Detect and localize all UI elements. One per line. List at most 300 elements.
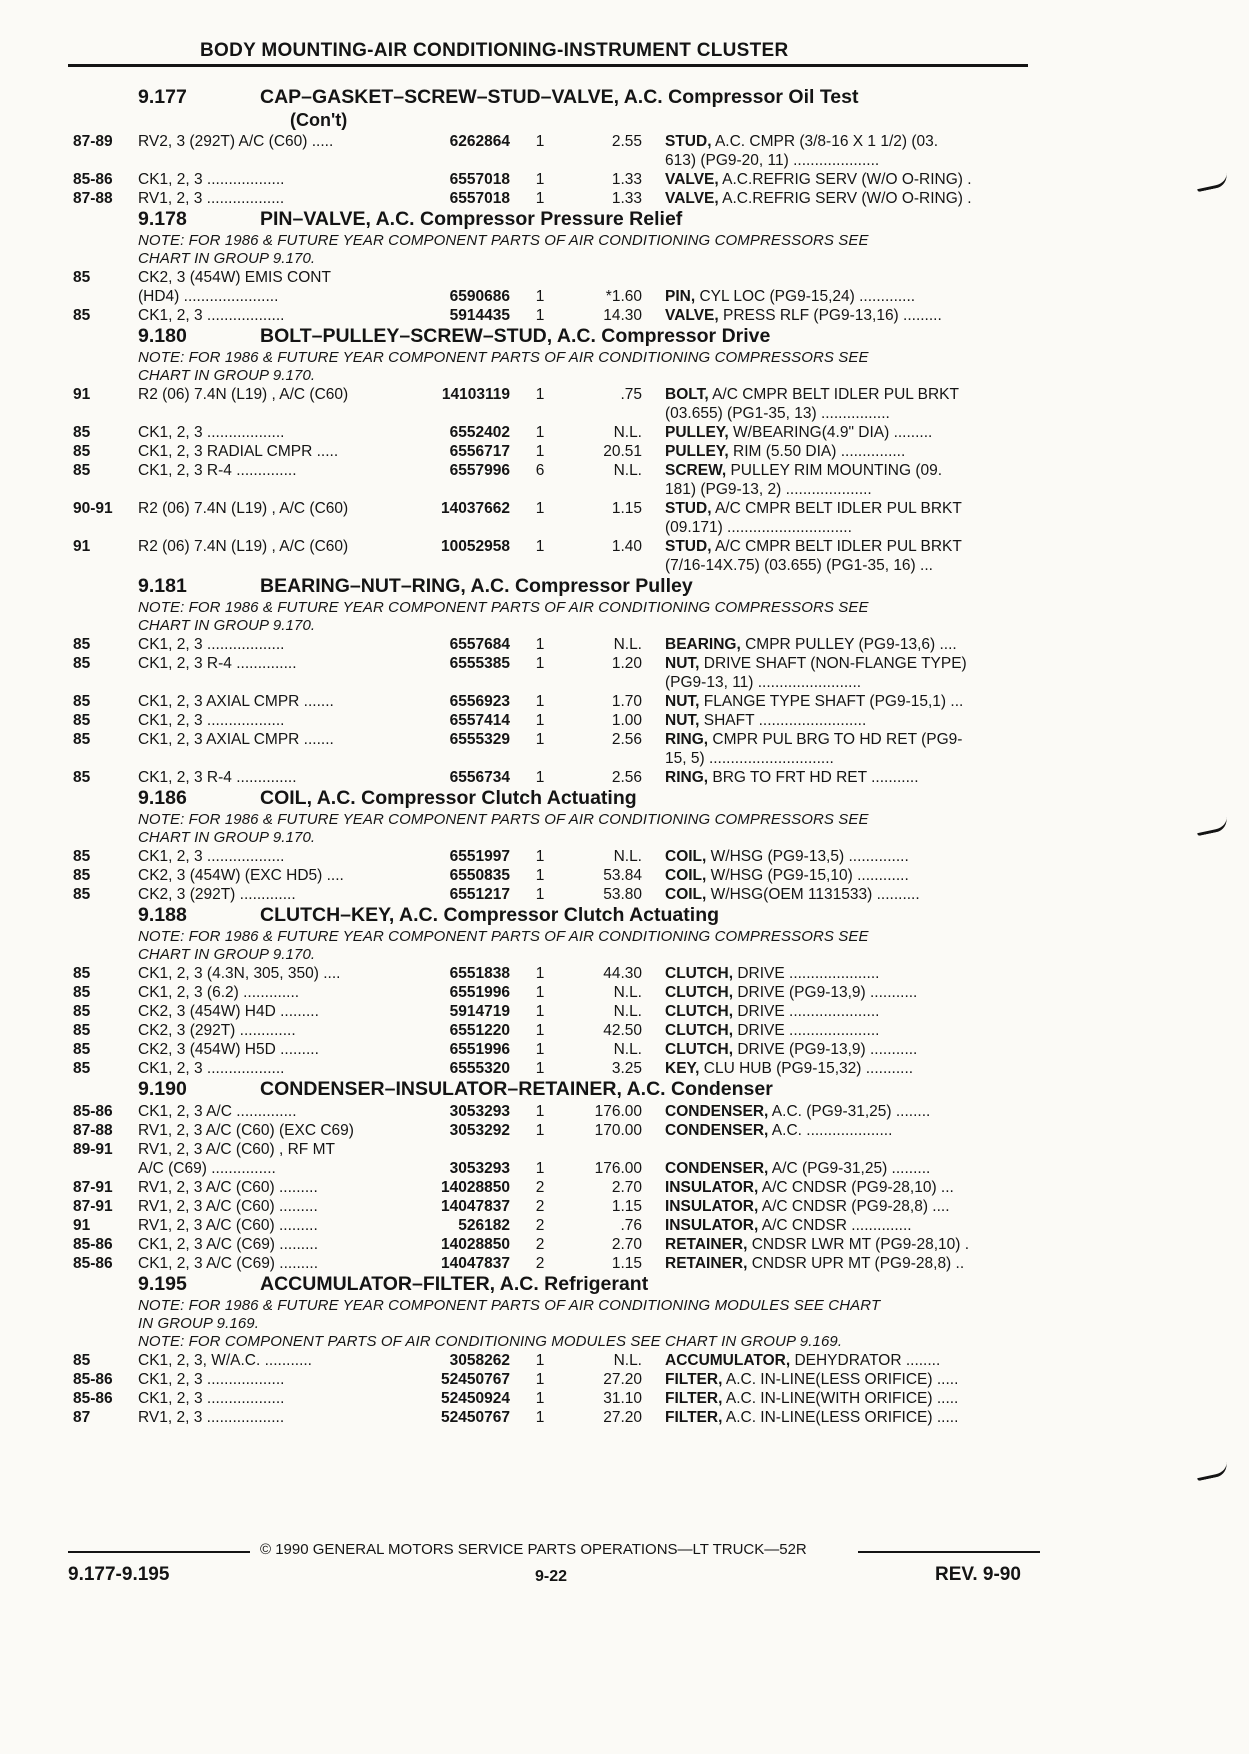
application: R2 (06) 7.4N (L19) , A/C (C60) [138, 386, 349, 403]
table-row [0, 847, 1249, 866]
description [665, 983, 1035, 1002]
section-number: 9.186 [138, 787, 187, 809]
part-number: 6557684 [449, 636, 510, 653]
part-description: A.C. (PG9-31,25) ........ [768, 1103, 931, 1120]
quantity: 1 [535, 424, 545, 441]
application: A/C (C69) ............... [138, 1160, 276, 1177]
description [665, 537, 1035, 575]
description [665, 1254, 1035, 1273]
part-name: VALVE, [665, 171, 719, 188]
description [665, 1059, 1035, 1078]
model-years: 85 [73, 769, 91, 786]
section-title: CAP–GASKET–SCREW–STUD–VALVE, A.C. Compressor Oil Test [260, 86, 859, 108]
table-row [0, 730, 1249, 768]
part-number: 6550835 [449, 867, 510, 884]
model-years: 85 [73, 712, 91, 729]
description [665, 866, 1035, 885]
part-number: 6556734 [449, 769, 510, 786]
table-row [0, 1040, 1249, 1059]
part-description: DRIVE ..................... [733, 1022, 880, 1039]
table-row [0, 768, 1249, 787]
application: RV1, 2, 3 .................. [138, 190, 285, 207]
footer-rule-right [858, 1551, 1040, 1553]
model-years: 87-89 [73, 133, 113, 150]
application: RV1, 2, 3 A/C (C60) ......... [138, 1217, 318, 1234]
part-name: FILTER, [665, 1390, 723, 1407]
description [665, 1021, 1035, 1040]
application: CK2, 3 (454W) H5D ......... [138, 1041, 319, 1058]
price: 1.40 [611, 538, 642, 555]
price: 176.00 [594, 1160, 642, 1177]
quantity: 2 [535, 1198, 545, 1215]
quantity: 1 [535, 965, 545, 982]
part-name: CLUTCH, [665, 1003, 734, 1020]
model-years: 85 [73, 984, 91, 1001]
model-years: 89-91 [73, 1141, 113, 1158]
binder-mark [1195, 1462, 1229, 1481]
description [665, 1102, 1035, 1121]
part-description: A.C.REFRIG SERV (W/O O-RING) . [718, 190, 972, 207]
part-description: DRIVE SHAFT (NON-FLANGE TYPE) (PG9-13, 11) ........................ [665, 655, 967, 691]
description [665, 132, 1035, 170]
section-9-195 [0, 1273, 1249, 1427]
part-name: PULLEY, [665, 424, 729, 441]
parts-table [0, 847, 1249, 904]
section-9-178 [0, 208, 1249, 325]
price: N.L. [613, 848, 642, 865]
quantity: 1 [535, 1103, 545, 1120]
quantity: 1 [535, 1409, 545, 1426]
part-description: CYL LOC (PG9-15,24) ............. [695, 288, 916, 305]
table-row [0, 654, 1249, 692]
description [665, 442, 1035, 461]
section-title: CONDENSER–INSULATOR–RETAINER, A.C. Condenser [260, 1078, 773, 1100]
part-description: A/C CMPR BELT IDLER PUL BRKT (03.655) (PG1-35, 13) ................ [665, 386, 959, 422]
part-name: RETAINER, [665, 1255, 748, 1272]
part-number: 5914719 [449, 1003, 510, 1020]
description [665, 1197, 1035, 1216]
quantity: 1 [535, 693, 545, 710]
application: CK1, 2, 3 .................. [138, 1060, 285, 1077]
application: (HD4) ...................... [138, 288, 279, 305]
part-description: PULLEY RIM MOUNTING (09. 181) (PG9-13, 2) .................... [665, 462, 943, 498]
part-description: A/C (PG9-31,25) ......... [768, 1160, 931, 1177]
part-name: COIL, [665, 886, 707, 903]
section-9-186 [0, 787, 1249, 904]
application: CK2, 3 (454W) (EXC HD5) .... [138, 867, 344, 884]
quantity: 1 [535, 1122, 545, 1139]
table-row [0, 1216, 1249, 1235]
part-number: 3053293 [449, 1103, 510, 1120]
section-note: NOTE: FOR 1986 & FUTURE YEAR COMPONENT PARTS OF AIR CONDITIONING COMPRESSORS SEE CHART IN GROUP 9.170. [138, 928, 869, 963]
model-years: 85-86 [73, 1371, 113, 1388]
part-number: 6557018 [449, 190, 510, 207]
description [665, 423, 1035, 442]
quantity: 1 [535, 1160, 545, 1177]
section-note: NOTE: FOR 1986 & FUTURE YEAR COMPONENT PARTS OF AIR CONDITIONING COMPRESSORS SEE CHART IN GROUP 9.170. [138, 811, 869, 846]
quantity: 1 [535, 848, 545, 865]
price: N.L. [613, 462, 642, 479]
part-name: PULLEY, [665, 443, 729, 460]
parts-table [0, 635, 1249, 787]
model-years: 85 [73, 1041, 91, 1058]
description [665, 1121, 1035, 1140]
section-note: NOTE: FOR 1986 & FUTURE YEAR COMPONENT PARTS OF AIR CONDITIONING COMPRESSORS SEE CHART IN GROUP 9.170. [138, 599, 869, 634]
price: 31.10 [603, 1390, 642, 1407]
part-number: 6551838 [449, 965, 510, 982]
table-row [0, 983, 1249, 1002]
part-number: 526182 [458, 1217, 510, 1234]
part-description: PRESS RLF (PG9-13,16) ......... [718, 307, 942, 324]
section-heading [0, 904, 1249, 928]
application: CK1, 2, 3 R-4 .............. [138, 462, 297, 479]
model-years: 87-88 [73, 190, 113, 207]
table-row [0, 1408, 1249, 1427]
part-description: DRIVE (PG9-13,9) ........... [733, 1041, 918, 1058]
part-description: DEHYDRATOR ........ [790, 1352, 941, 1369]
part-description: DRIVE ..................... [733, 965, 880, 982]
quantity: 1 [535, 538, 545, 555]
model-years: 85 [73, 693, 91, 710]
model-years: 85 [73, 848, 91, 865]
description [665, 847, 1035, 866]
part-name: CONDENSER, [665, 1160, 769, 1177]
section-number: 9.188 [138, 904, 187, 926]
section-title: ACCUMULATOR–FILTER, A.C. Refrigerant [260, 1273, 649, 1295]
section-title: BEARING–NUT–RING, A.C. Compressor Pulley [260, 575, 693, 597]
price: 1.33 [611, 171, 642, 188]
application: CK2, 3 (454W) EMIS CONT [138, 269, 331, 286]
price: 2.70 [611, 1236, 642, 1253]
model-years: 85-86 [73, 1236, 113, 1253]
application: CK1, 2, 3 (6.2) ............. [138, 984, 300, 1001]
part-description: CMPR PUL BRG TO HD RET (PG9- 15, 5) ............................. [665, 731, 963, 767]
model-years: 85 [73, 443, 91, 460]
quantity: 2 [535, 1179, 545, 1196]
quantity: 1 [535, 1390, 545, 1407]
header-rule [68, 64, 1028, 67]
description [665, 1370, 1035, 1389]
part-number: 6551996 [449, 1041, 510, 1058]
part-description: CMPR PULLEY (PG9-13,6) .... [740, 636, 957, 653]
price: 42.50 [603, 1022, 642, 1039]
description [665, 730, 1035, 768]
part-number: 6556923 [449, 693, 510, 710]
page-header [0, 0, 1249, 60]
part-number: 14028850 [441, 1179, 510, 1196]
description [665, 1389, 1035, 1408]
model-years: 85 [73, 1060, 91, 1077]
quantity: 1 [535, 307, 545, 324]
parts-table [0, 1102, 1249, 1273]
table-row [0, 1002, 1249, 1021]
part-description: A/C CMPR BELT IDLER PUL BRKT (7/16-14X.75) (03.655) (PG1-35, 16) ... [665, 538, 962, 574]
application: CK2, 3 (454W) H4D ......... [138, 1003, 319, 1020]
description [665, 1040, 1035, 1059]
application: CK1, 2, 3 (4.3N, 305, 350) .... [138, 965, 341, 982]
part-description: BRG TO FRT HD RET ........... [708, 769, 919, 786]
model-years: 85 [73, 867, 91, 884]
application: CK1, 2, 3 R-4 .............. [138, 769, 297, 786]
section-number: 9.180 [138, 325, 187, 347]
model-years: 85 [73, 307, 91, 324]
application: CK2, 3 (292T) ............. [138, 1022, 296, 1039]
model-years: 85 [73, 1022, 91, 1039]
model-years: 85 [73, 1352, 91, 1369]
catalog-content [0, 86, 1249, 1427]
application: CK1, 2, 3 .................. [138, 171, 285, 188]
application: CK1, 2, 3 .................. [138, 1390, 285, 1407]
model-years: 85-86 [73, 171, 113, 188]
model-years: 85 [73, 269, 91, 286]
quantity: 1 [535, 443, 545, 460]
part-description: DRIVE ..................... [733, 1003, 880, 1020]
application: RV1, 2, 3 A/C (C60) , RF MT [138, 1141, 335, 1158]
part-name: VALVE, [665, 307, 719, 324]
part-name: ACCUMULATOR, [665, 1352, 791, 1369]
section-number: 9.195 [138, 1273, 187, 1295]
quantity: 1 [535, 655, 545, 672]
part-number: 52450767 [441, 1371, 510, 1388]
table-row [0, 885, 1249, 904]
quantity: 1 [535, 133, 545, 150]
part-description: W/HSG (PG9-13,5) .............. [706, 848, 909, 865]
part-description: A.C. IN-LINE(WITH ORIFICE) ..... [722, 1390, 959, 1407]
part-description: A.C. IN-LINE(LESS ORIFICE) ..... [722, 1409, 959, 1426]
price: N.L. [613, 1041, 642, 1058]
price: N.L. [613, 984, 642, 1001]
part-description: A/C CMPR BELT IDLER PUL BRKT (09.171) ............................. [665, 500, 962, 536]
application: CK1, 2, 3 .................. [138, 712, 285, 729]
part-number: 3058262 [449, 1352, 510, 1369]
quantity: 1 [535, 886, 545, 903]
application: CK1, 2, 3 .................. [138, 307, 285, 324]
price: .75 [620, 386, 642, 403]
part-name: INSULATOR, [665, 1179, 759, 1196]
description [665, 885, 1035, 904]
model-years: 85-86 [73, 1103, 113, 1120]
quantity: 2 [535, 1236, 545, 1253]
model-years: 85-86 [73, 1255, 113, 1272]
model-years: 85 [73, 655, 91, 672]
part-name: NUT, [665, 655, 700, 672]
description [665, 499, 1035, 537]
price: 27.20 [603, 1409, 642, 1426]
section-9-181 [0, 575, 1249, 787]
part-name: RING, [665, 731, 709, 748]
part-name: CLUTCH, [665, 1041, 734, 1058]
section-heading [0, 325, 1249, 349]
section-number: 9.177 [138, 86, 187, 108]
part-name: INSULATOR, [665, 1217, 759, 1234]
part-name: COIL, [665, 867, 707, 884]
application: CK1, 2, 3 .................. [138, 636, 285, 653]
part-description: RIM (5.50 DIA) ............... [728, 443, 906, 460]
description [665, 964, 1035, 983]
part-description: CNDSR LWR MT (PG9-28,10) . [747, 1236, 970, 1253]
quantity: 1 [535, 731, 545, 748]
part-description: A.C. CMPR (3/8-16 X 1 1/2) (03. 613) (PG9-20, 11) .................... [665, 133, 939, 169]
description [665, 170, 1035, 189]
table-row [0, 1254, 1249, 1273]
part-name: RETAINER, [665, 1236, 748, 1253]
price: 1.15 [611, 1255, 642, 1272]
price: 2.70 [611, 1179, 642, 1196]
section-9-188 [0, 904, 1249, 1078]
section-heading [0, 787, 1249, 811]
application: CK2, 3 (292T) ............. [138, 886, 296, 903]
part-description: CLU HUB (PG9-15,32) ........... [699, 1060, 914, 1077]
footer-group-range: 9.177-9.195 [68, 1564, 170, 1585]
copyright-line: © 1990 GENERAL MOTORS SERVICE PARTS OPERATIONS—LT TRUCK—52R [260, 1541, 807, 1558]
part-description: W/BEARING(4.9" DIA) ......... [728, 424, 933, 441]
table-row [0, 692, 1249, 711]
section-title: CLUTCH–KEY, A.C. Compressor Clutch Actuating [260, 904, 720, 926]
part-number: 14047837 [441, 1198, 510, 1215]
part-description: SHAFT ......................... [699, 712, 867, 729]
model-years: 85 [73, 462, 91, 479]
model-years: 85 [73, 886, 91, 903]
part-name: STUD, [665, 133, 712, 150]
price: N.L. [613, 1352, 642, 1369]
table-row [0, 1059, 1249, 1078]
parts-table [0, 964, 1249, 1078]
model-years: 85 [73, 424, 91, 441]
description [665, 1235, 1035, 1254]
quantity: 1 [535, 867, 545, 884]
part-name: FILTER, [665, 1409, 723, 1426]
part-number: 10052958 [441, 538, 510, 555]
description [665, 711, 1035, 730]
part-number: 6551997 [449, 848, 510, 865]
model-years: 91 [73, 538, 91, 555]
quantity: 1 [535, 190, 545, 207]
table-row [0, 306, 1249, 325]
quantity: 1 [535, 769, 545, 786]
description [665, 635, 1035, 654]
quantity: 1 [535, 171, 545, 188]
table-row [0, 1021, 1249, 1040]
description [665, 692, 1035, 711]
section-heading [0, 208, 1249, 232]
part-number: 6551217 [449, 886, 510, 903]
table-row [0, 442, 1249, 461]
application: R2 (06) 7.4N (L19) , A/C (C60) [138, 500, 349, 517]
quantity: 1 [535, 636, 545, 653]
model-years: 85 [73, 965, 91, 982]
part-number: 6557996 [449, 462, 510, 479]
table-row [0, 385, 1249, 423]
application: R2 (06) 7.4N (L19) , A/C (C60) [138, 538, 349, 555]
part-name: BOLT, [665, 386, 709, 403]
section-title: BOLT–PULLEY–SCREW–STUD, A.C. Compressor Drive [260, 325, 771, 347]
table-row [0, 1351, 1249, 1370]
application: CK1, 2, 3 AXIAL CMPR ....... [138, 693, 334, 710]
page-title: BODY MOUNTING-AIR CONDITIONING-INSTRUMENT CLUSTER [200, 40, 789, 61]
section-9-190 [0, 1078, 1249, 1273]
model-years: 91 [73, 386, 91, 403]
part-description: A.C.REFRIG SERV (W/O O-RING) . [718, 171, 972, 188]
section-9-180 [0, 325, 1249, 575]
quantity: 1 [535, 288, 545, 305]
table-row [0, 1140, 1249, 1159]
price: 3.25 [611, 1060, 642, 1077]
part-name: BEARING, [665, 636, 741, 653]
application: CK1, 2, 3, W/A.C. ........... [138, 1352, 312, 1369]
section-note: NOTE: FOR COMPONENT PARTS OF AIR CONDITIONING MODULES SEE CHART IN GROUP 9.169. [138, 1333, 843, 1350]
price: 1.00 [611, 712, 642, 729]
part-description: DRIVE (PG9-13,9) ........... [733, 984, 918, 1001]
price: 20.51 [603, 443, 642, 460]
part-number: 6590686 [449, 288, 510, 305]
description [665, 189, 1035, 208]
description [665, 1002, 1035, 1021]
part-name: CLUTCH, [665, 984, 734, 1001]
table-row [0, 711, 1249, 730]
model-years: 85 [73, 1003, 91, 1020]
description [665, 768, 1035, 787]
description [665, 306, 1035, 325]
price: N.L. [613, 636, 642, 653]
table-row [0, 537, 1249, 575]
model-years: 87-88 [73, 1122, 113, 1139]
part-name: CONDENSER, [665, 1122, 769, 1139]
quantity: 2 [535, 1255, 545, 1272]
part-number: 52450767 [441, 1409, 510, 1426]
part-number: 6551220 [449, 1022, 510, 1039]
part-number: 14028850 [441, 1236, 510, 1253]
table-row [0, 170, 1249, 189]
quantity: 1 [535, 386, 545, 403]
quantity: 1 [535, 1352, 545, 1369]
quantity: 1 [535, 1041, 545, 1058]
section-heading [0, 86, 1249, 110]
application: RV1, 2, 3 A/C (C60) (EXC C69) [138, 1122, 354, 1139]
quantity: 2 [535, 1217, 545, 1234]
description [665, 461, 1035, 499]
part-number: 6556717 [449, 443, 510, 460]
section-title: COIL, A.C. Compressor Clutch Actuating [260, 787, 637, 809]
part-number: 52450924 [441, 1390, 510, 1407]
table-row [0, 1121, 1249, 1140]
table-row [0, 1370, 1249, 1389]
part-description: A.C. IN-LINE(LESS ORIFICE) ..... [722, 1371, 959, 1388]
part-name: NUT, [665, 712, 700, 729]
parts-table [0, 132, 1249, 208]
application: RV1, 2, 3 .................. [138, 1409, 285, 1426]
quantity: 6 [535, 462, 545, 479]
price: N.L. [613, 424, 642, 441]
table-row [0, 268, 1249, 287]
part-description: A.C. .................... [768, 1122, 893, 1139]
quantity: 1 [535, 1022, 545, 1039]
quantity: 1 [535, 984, 545, 1001]
table-row [0, 1178, 1249, 1197]
price: 2.55 [611, 133, 642, 150]
price: 176.00 [594, 1103, 642, 1120]
footer-rule-left [68, 1551, 250, 1553]
application: RV1, 2, 3 A/C (C60) ......... [138, 1198, 318, 1215]
price: *1.60 [605, 288, 642, 305]
part-description: A/C CNDSR .............. [758, 1217, 912, 1234]
price: 14.30 [603, 307, 642, 324]
description [665, 1178, 1035, 1197]
table-row [0, 635, 1249, 654]
part-number: 6262864 [449, 133, 510, 150]
section-heading [0, 575, 1249, 599]
price: 1.33 [611, 190, 642, 207]
part-number: 3053292 [449, 1122, 510, 1139]
